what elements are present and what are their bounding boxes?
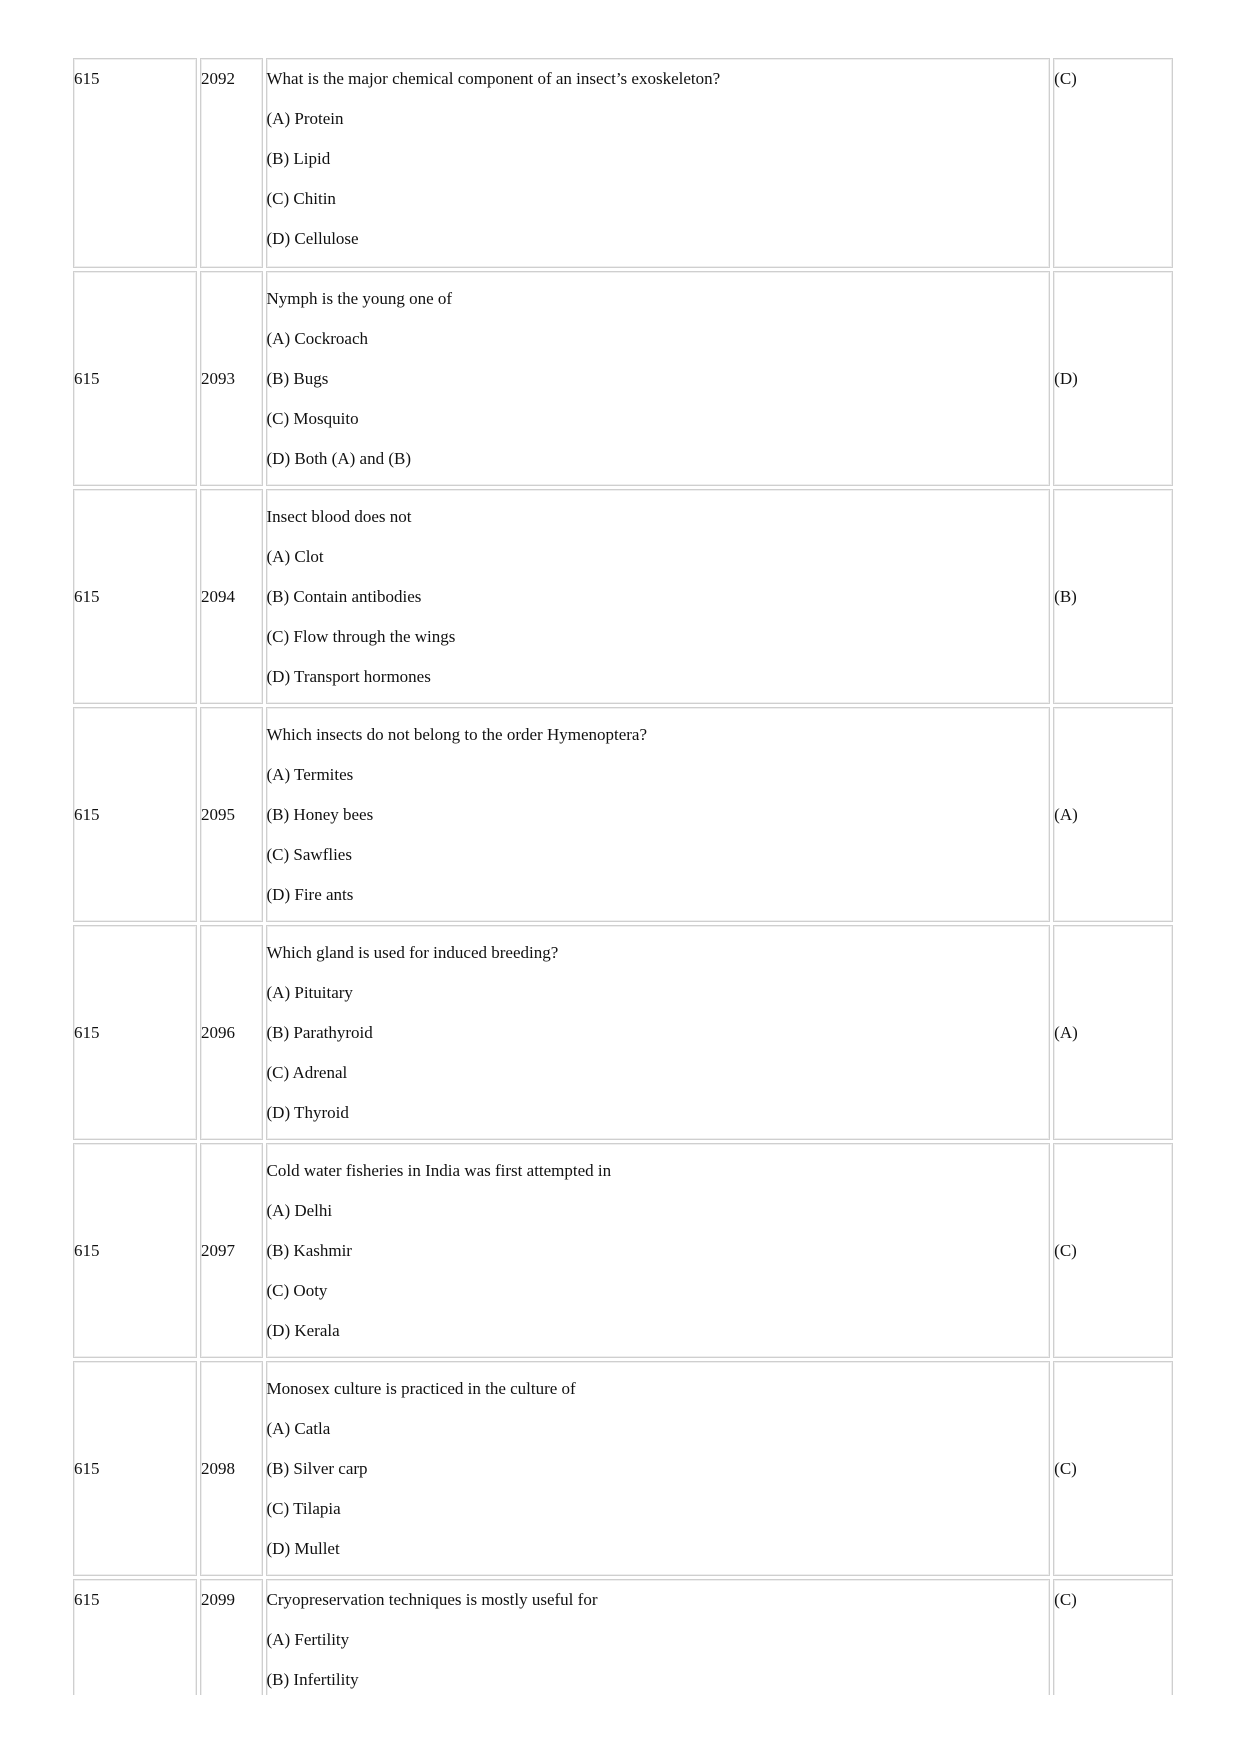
question-cell: [266, 925, 1051, 1140]
table-row: [73, 1143, 1173, 1358]
answer: (D): [1054, 368, 1078, 388]
question-number: 2092: [201, 69, 235, 88]
table-row: [73, 1361, 1173, 1576]
option-d: (D) Kerala: [266, 1321, 340, 1340]
subject-code-cell: [73, 58, 197, 268]
answer-cell: [1053, 1143, 1173, 1358]
option-c: (C) Flow through the wings: [266, 627, 456, 646]
option-a: (A) Clot: [266, 547, 324, 566]
question-text: What is the major chemical component of an insect’s exoskeleton?: [266, 69, 721, 88]
subject-code: 615: [74, 1240, 100, 1260]
option-b: (B) Silver carp: [266, 1459, 368, 1478]
option-d: (D) Both (A) and (B): [266, 449, 411, 468]
question-text: Nymph is the young one of: [266, 289, 453, 308]
question-cell: [266, 58, 1051, 268]
subject-code-cell: [73, 1143, 197, 1358]
option-d: (D) Cellulose: [266, 229, 359, 248]
question-cell: [266, 489, 1051, 704]
question-number-cell: [200, 58, 263, 268]
question-number: 2098: [201, 1458, 235, 1478]
option-c: (C) Sawflies: [266, 845, 352, 864]
question-cell: [266, 1361, 1051, 1576]
question-text: Which gland is used for induced breeding?: [266, 943, 559, 962]
question-number-cell: [200, 489, 263, 704]
answer-cell: [1053, 489, 1173, 704]
question-number: 2096: [201, 1022, 235, 1042]
question-table: [73, 58, 1173, 1695]
question-number-cell: [200, 925, 263, 1140]
subject-code-cell: [73, 489, 197, 704]
question-number-cell: [200, 1143, 263, 1358]
answer-cell: [1053, 58, 1173, 268]
answer: (B): [1054, 586, 1077, 606]
question-text: Monosex culture is practiced in the culture of: [266, 1379, 576, 1398]
subject-code: 615: [74, 1590, 100, 1609]
question-cell: [266, 707, 1051, 922]
question-cell: [266, 271, 1051, 486]
table-row: [73, 271, 1173, 486]
table-row: [73, 1579, 1173, 1695]
answer-cell: [1053, 1579, 1173, 1695]
question-text: Cryopreservation techniques is mostly useful for: [266, 1590, 598, 1609]
answer: (C): [1054, 1458, 1077, 1478]
answer: (A): [1054, 1022, 1078, 1042]
question-number-cell: [200, 271, 263, 486]
question-number: 2093: [201, 368, 235, 388]
subject-code: 615: [74, 1022, 100, 1042]
answer: (C): [1054, 1240, 1077, 1260]
option-b: (B) Infertility: [266, 1670, 359, 1689]
option-a: (A) Delhi: [266, 1201, 333, 1220]
subject-code-cell: [73, 925, 197, 1140]
subject-code: 615: [74, 804, 100, 824]
option-b: (B) Lipid: [266, 149, 331, 168]
option-c: (C) Tilapia: [266, 1499, 341, 1518]
subject-code: 615: [74, 586, 100, 606]
subject-code-cell: [73, 271, 197, 486]
answer-cell: [1053, 1361, 1173, 1576]
question-text: Cold water fisheries in India was first attempted in: [266, 1161, 612, 1180]
question-number: 2094: [201, 586, 235, 606]
question-cell: [266, 1143, 1051, 1358]
option-a: (A) Termites: [266, 765, 354, 784]
answer-cell: [1053, 271, 1173, 486]
subject-code: 615: [74, 368, 100, 388]
option-a: (A) Pituitary: [266, 983, 353, 1002]
option-c: (C) Adrenal: [266, 1063, 348, 1082]
option-a: (A) Cockroach: [266, 329, 369, 348]
option-b: (B) Contain antibodies: [266, 587, 422, 606]
question-number: 2095: [201, 804, 235, 824]
option-a: (A) Fertility: [266, 1630, 350, 1649]
question-number-cell: [200, 1361, 263, 1576]
option-b: (B) Bugs: [266, 369, 329, 388]
question-number-cell: [200, 1579, 263, 1695]
table-row: [73, 925, 1173, 1140]
question-cell: [266, 1579, 1051, 1695]
option-d: (D) Transport hormones: [266, 667, 431, 686]
option-b: (B) Honey bees: [266, 805, 374, 824]
option-b: (B) Kashmir: [266, 1241, 352, 1260]
question-number: 2097: [201, 1240, 235, 1260]
table-row: [73, 489, 1173, 704]
subject-code-cell: [73, 1361, 197, 1576]
table-row: [73, 58, 1173, 268]
question-sheet: [73, 58, 1173, 1695]
option-c: (C) Chitin: [266, 189, 336, 208]
question-text: Insect blood does not: [266, 507, 412, 526]
option-a: (A) Catla: [266, 1419, 331, 1438]
subject-code: 615: [74, 1458, 100, 1478]
option-d: (D) Thyroid: [266, 1103, 349, 1122]
option-b: (B) Parathyroid: [266, 1023, 373, 1042]
option-a: (A) Protein: [266, 109, 344, 128]
answer: (C): [1054, 69, 1077, 88]
subject-code-cell: [73, 707, 197, 922]
option-d: (D) Fire ants: [266, 885, 354, 904]
answer: (A): [1054, 804, 1078, 824]
table-row: [73, 707, 1173, 922]
answer: (C): [1054, 1590, 1077, 1609]
option-c: (C) Mosquito: [266, 409, 359, 428]
subject-code: 615: [74, 69, 100, 88]
subject-code-cell: [73, 1579, 197, 1695]
question-text: Which insects do not belong to the order Hymenoptera?: [266, 725, 648, 744]
question-number: 2099: [201, 1590, 235, 1609]
answer-cell: [1053, 925, 1173, 1140]
option-d: (D) Mullet: [266, 1539, 340, 1558]
question-number-cell: [200, 707, 263, 922]
option-c: (C) Ooty: [266, 1281, 328, 1300]
answer-cell: [1053, 707, 1173, 922]
